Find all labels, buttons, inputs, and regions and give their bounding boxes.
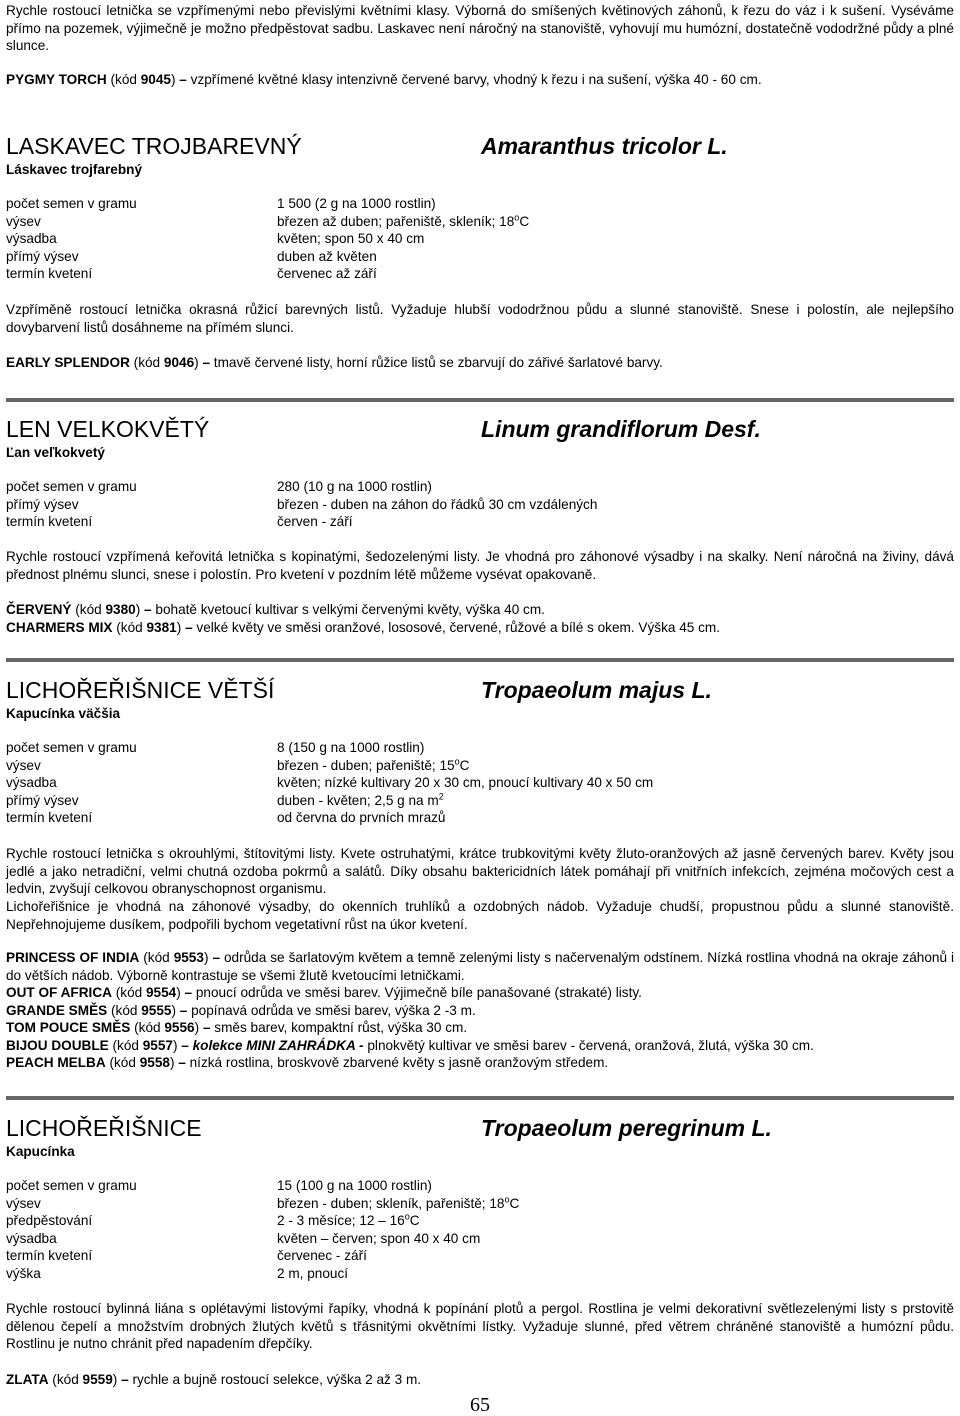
- info-row: [6, 1195, 906, 1213]
- variety-description: tmavě červené listy, horní růžice listů se zbarvují do zářivé šarlatové barvy.: [213, 355, 663, 370]
- variety-description: pnoucí odrůda ve směsi barev. Výjimečně bíle panašované (strakaté) listy.: [195, 985, 642, 1000]
- intro-paragraph: Rychle rostoucí letnička se vzpřímenými nebo převislými květními klasy. Výborná do smíšených květinových záhonů, k řezu do váz i k sušení. Vyséváme přímo na pozemek, výjimečně je možno předpěstovat sadbu. Laskavec není náročný na stanoviště, vyhovují mu humózní, dostatečně vododržné půdy a plné slunce.: [6, 3, 954, 53]
- section-subtitle: Láskavec trojfarebný: [6, 162, 143, 177]
- info-value: duben až květen: [277, 248, 377, 264]
- section-subtitle: Ľan veľkokvetý: [6, 445, 105, 460]
- info-row: [6, 1212, 906, 1230]
- info-value: červenec - září: [277, 1248, 367, 1263]
- variety-code: 9558: [139, 1055, 170, 1070]
- latin-name: Tropaeolum majus L.: [481, 677, 712, 703]
- variety-name: OUT OF AFRICA: [6, 985, 112, 1000]
- info-row: [6, 496, 906, 514]
- info-value: květen; nízké kultivary 20 x 30 cm, pnoucí kultivary 40 x 50 cm: [277, 775, 654, 790]
- variety-description: vzpřímené květné klasy intenzivně červené barvy, vhodný k řezu i na sušení, výška 40 - 60 cm.: [190, 72, 762, 87]
- info-label: termín kvetení: [6, 810, 93, 825]
- info-row: [6, 248, 906, 266]
- variety-description: velké květy ve směsi oranžové, lososové, červené, růžové a bílé s okem. Výška 45 cm.: [196, 619, 720, 635]
- variety-code: 9554: [145, 985, 177, 1000]
- variety-name: CHARMERS MIX: [6, 619, 113, 635]
- variety-code: 9559: [82, 1372, 113, 1387]
- variety-line: PRINCESS OF INDIA (kód 9553) – odrůda se šarlatovým květem a temně zelenými listy s načervenalým odstínem. Nízká rostlina vhodná na okraje záhonů i do větších nádob. Výborně kontrastuje se všemi žlutě kvetoucími letničkami.: [6, 950, 954, 983]
- variety-name: PYGMY TORCH: [6, 72, 107, 87]
- info-value: březen - duben na záhon do řádků 30 cm vzdálených: [277, 496, 598, 512]
- info-value: 1 500 (2 g na 1000 rostlin): [277, 196, 436, 211]
- info-label: přímý výsev: [6, 792, 79, 808]
- section-divider: [6, 398, 954, 402]
- info-label: počet semen v gramu: [6, 479, 137, 494]
- variety-line: ZLATA (kód 9559) – rychle a bujně rostoucí selekce, výška 2 až 3 m.: [6, 1372, 422, 1387]
- info-value: březen - duben; pařeniště; 15$^o$C: [277, 755, 470, 773]
- growing-info-table: [6, 478, 906, 531]
- section-divider: [6, 658, 954, 662]
- latin-name: Linum grandiflorum Desf.: [481, 416, 761, 442]
- variety-description: rychle a bujně rostoucí selekce, výška 2 až 3 m.: [132, 1372, 422, 1387]
- info-value: březen - duben; skleník, pařeniště; 18$^o$C: [277, 1193, 520, 1211]
- info-label: předpěstování: [6, 1213, 93, 1228]
- description-paragraph: Rychle rostoucí vzpřímená keřovitá letnička s kopinatými, šedozelenými listy. Je vhodná pro záhonové výsadby i na skalky. Není náročná na živiny, dává přednost plnému slunci, snese i polostín. Pro kvetení v pozdním létě můžeme vysévat opakovaně.: [6, 549, 954, 582]
- variety-description: bohatě kvetoucí kultivar s velkými červenými květy, výška 40 cm.: [155, 602, 545, 617]
- variety-line: PYGMY TORCH (kód 9045) – vzpřímené květné klasy intenzivně červené barvy, vhodný k řezu i na sušení, výška 40 - 60 cm.: [6, 72, 762, 87]
- section-subtitle: Kapucínka väčšia: [6, 706, 121, 721]
- info-row: [6, 1265, 906, 1283]
- variety-name: ZLATA: [6, 1372, 49, 1387]
- variety-line: ČERVENÝ (kód 9380) – bohatě kvetoucí kultivar s velkými červenými květy, výška 40 cm.: [6, 602, 545, 617]
- variety-line: BIJOU DOUBLE (kód 9557) – kolekce MINI ZAHRÁDKA - plnokvětý kultivar ve směsi barev - červená, oranžová, žlutá, výška 30 cm.: [6, 1037, 814, 1053]
- info-label: přímý výsev: [6, 248, 79, 264]
- info-label: počet semen v gramu: [6, 196, 137, 211]
- variety-name: GRANDE SMĚS: [6, 1002, 108, 1018]
- info-row: [6, 1177, 906, 1195]
- variety-line: TOM POUCE SMĚS (kód 9556) – směs barev, kompaktní růst, výška 30 cm.: [6, 1020, 468, 1035]
- info-value: červenec až září: [277, 266, 377, 281]
- variety-line: EARLY SPLENDOR (kód 9046) – tmavě červené listy, horní růžice listů se zbarvují do zářivé šarlatové barvy.: [6, 355, 663, 370]
- info-label: přímý výsev: [6, 496, 79, 512]
- info-label: termín kvetení: [6, 514, 93, 529]
- page-number: 65: [470, 1394, 490, 1416]
- variety-description: odrůda se šarlatovým květem a temně zelenými listy s načervenalým odstínem. Nízká rostlina vhodná na okraje záhonů i do větších nádob. Výborně kontrastuje se všemi žlutě kvetoucími letničkami.: [6, 950, 954, 983]
- info-value: 280 (10 g na 1000 rostlin): [277, 479, 432, 494]
- info-label: výsev: [6, 757, 41, 773]
- info-value: květen – červen; spon 40 x 40 cm: [277, 1230, 481, 1246]
- info-label: výsadba: [6, 1230, 57, 1246]
- latin-name: Amaranthus tricolor L.: [481, 133, 728, 159]
- info-value: 2 m, pnoucí: [277, 1265, 349, 1281]
- variety-code: 9556: [164, 1020, 195, 1035]
- description-paragraph: Rychle rostoucí letnička s okrouhlými, štítovitými listy. Kvete ostruhatými, krátce trubkovitými květy žluto-oranžových až jasně červených barev. Květy jsou jedlé a jako netradiční, velmi chutná ozdoba pokrmů a salátů. Díky obsahu baktericidních látek pomáhají při vnitřních infekcích, zejména močových cest a ledvin, zvyšují celkovou obranyschopnost organismu.: [6, 846, 954, 896]
- info-row: [6, 230, 906, 248]
- info-label: výsadba: [6, 775, 57, 790]
- variety-name: PRINCESS OF INDIA: [6, 950, 140, 965]
- info-value: duben - květen; 2,5 g na $m^2$: [277, 790, 444, 808]
- info-row: [6, 1247, 906, 1265]
- variety-code: 9553: [173, 950, 204, 965]
- variety-description: směs barev, kompaktní růst, výška 30 cm.: [214, 1020, 468, 1035]
- variety-description: popínavá odrůda ve směsi barev, výška 2 -3 m.: [191, 1002, 476, 1018]
- section-title: LASKAVEC TROJBAREVNÝ: [6, 133, 302, 159]
- variety-code: 9380: [105, 602, 136, 617]
- section-title: LICHOŘEŘIŠNICE: [6, 1115, 202, 1141]
- info-value: březen až duben; pařeniště, skleník; 18$^o$C: [277, 211, 530, 229]
- section-title: LEN VELKOKVĚTÝ: [6, 416, 210, 442]
- info-row: [6, 792, 906, 810]
- variety-description: plnokvětý kultivar ve směsi barev - červená, oranžová, žlutá, výška 30 cm.: [367, 1037, 814, 1053]
- section-subtitle: Kapucínka: [6, 1144, 75, 1159]
- variety-code: 9045: [140, 72, 171, 87]
- variety-line: CHARMERS MIX (kód 9381) – velké květy ve směsi oranžové, lososové, červené, růžové a bílé s okem. Výška 45 cm.: [6, 619, 720, 635]
- variety-code: 9381: [146, 619, 177, 635]
- info-row: [6, 809, 906, 827]
- info-label: výsev: [6, 213, 41, 229]
- info-row: [6, 513, 906, 531]
- variety-line: OUT OF AFRICA (kód 9554) – pnoucí odrůda ve směsi barev. Výjimečně bíle panašované (strakaté) listy.: [6, 985, 642, 1000]
- variety-list: [6, 601, 954, 636]
- info-row: [6, 774, 906, 792]
- description-paragraph: Lichořeřišnice je vhodná na záhonové výsadby, do okenních truhlíků a ozdobných nádob. Vyžaduje chudší, propustnou půdu a slunné stanoviště. Nepřehnojujeme dusíkem, podpořili bychom vegetativní růst na úkor kvetení.: [6, 899, 954, 932]
- variety-name: ČERVENÝ: [6, 602, 72, 617]
- section-title: LICHOŘEŘIŠNICE VĚTŠÍ: [6, 677, 275, 703]
- info-label: výsev: [6, 1195, 41, 1211]
- info-value: 2 - 3 měsíce; 12 – 16$^o$C: [277, 1211, 420, 1228]
- variety-description: nízká rostlina, broskvově zbarvené květy s jasně oranžovým středem.: [189, 1055, 609, 1070]
- info-label: počet semen v gramu: [6, 1178, 137, 1193]
- variety-name: PEACH MELBA: [6, 1055, 106, 1070]
- description-paragraph: Rychle rostoucí bylinná liána s oplétavými listovými řapíky, vhodná k popínání plotů a pergol. Rostlina je velmi dekorativní světlezelenými listy s prstovitě dělenou čepelí a množstvím drobných žlutých květů s třásnitými okvětními lístky. Vyžaduje slunné, před větrem chráněné stanoviště a humózní půdu. Rostlinu je nutno chránit před napadením dřepčíky.: [6, 1301, 954, 1351]
- variety-collection: kolekce MINI ZAHRÁDKA -: [192, 1037, 364, 1053]
- variety-code: 9046: [163, 355, 195, 370]
- info-row: [6, 213, 906, 231]
- info-label: výsadba: [6, 231, 57, 246]
- info-value: 8 (150 g na 1000 rostlin): [277, 740, 425, 755]
- info-label: termín kvetení: [6, 1248, 93, 1263]
- info-label: počet semen v gramu: [6, 740, 137, 755]
- info-row: [6, 265, 906, 283]
- info-row: [6, 1230, 906, 1248]
- variety-code: 9557: [142, 1037, 173, 1053]
- variety-name: TOM POUCE SMĚS: [6, 1020, 131, 1035]
- info-row: [6, 195, 906, 213]
- growing-info-table: [6, 1177, 906, 1282]
- growing-info-table: [6, 195, 906, 283]
- variety-list: [6, 949, 954, 1072]
- info-label: výška: [6, 1265, 41, 1281]
- variety-name: EARLY SPLENDOR: [6, 355, 130, 370]
- section-divider: [6, 1096, 954, 1100]
- description-paragraph: Vzpříměně rostoucí letnička okrasná růžicí barevných listů. Vyžaduje hlubší vododržnou půdu a slunné stanoviště. Snese i polostín, ale nejlepšího dovybarvení listů dosáhneme na přímém slunci.: [6, 302, 954, 335]
- info-value: červen - září: [277, 514, 353, 529]
- info-row: [6, 478, 906, 496]
- info-value: od června do prvních mrazů: [277, 810, 446, 825]
- variety-line: GRANDE SMĚS (kód 9555) – popínavá odrůda ve směsi barev, výška 2 -3 m.: [6, 1002, 476, 1018]
- info-row: [6, 739, 906, 757]
- info-value: květen; spon 50 x 40 cm: [277, 231, 425, 246]
- info-label: termín kvetení: [6, 266, 93, 281]
- info-row: [6, 757, 906, 775]
- growing-info-table: [6, 739, 906, 827]
- variety-code: 9555: [141, 1002, 172, 1018]
- variety-line: PEACH MELBA (kód 9558) – nízká rostlina, broskvově zbarvené květy s jasně oranžovým středem.: [6, 1055, 609, 1070]
- latin-name: Tropaeolum peregrinum L.: [481, 1115, 772, 1141]
- info-value: 15 (100 g na 1000 rostlin): [277, 1178, 432, 1193]
- variety-name: BIJOU DOUBLE: [6, 1037, 109, 1053]
